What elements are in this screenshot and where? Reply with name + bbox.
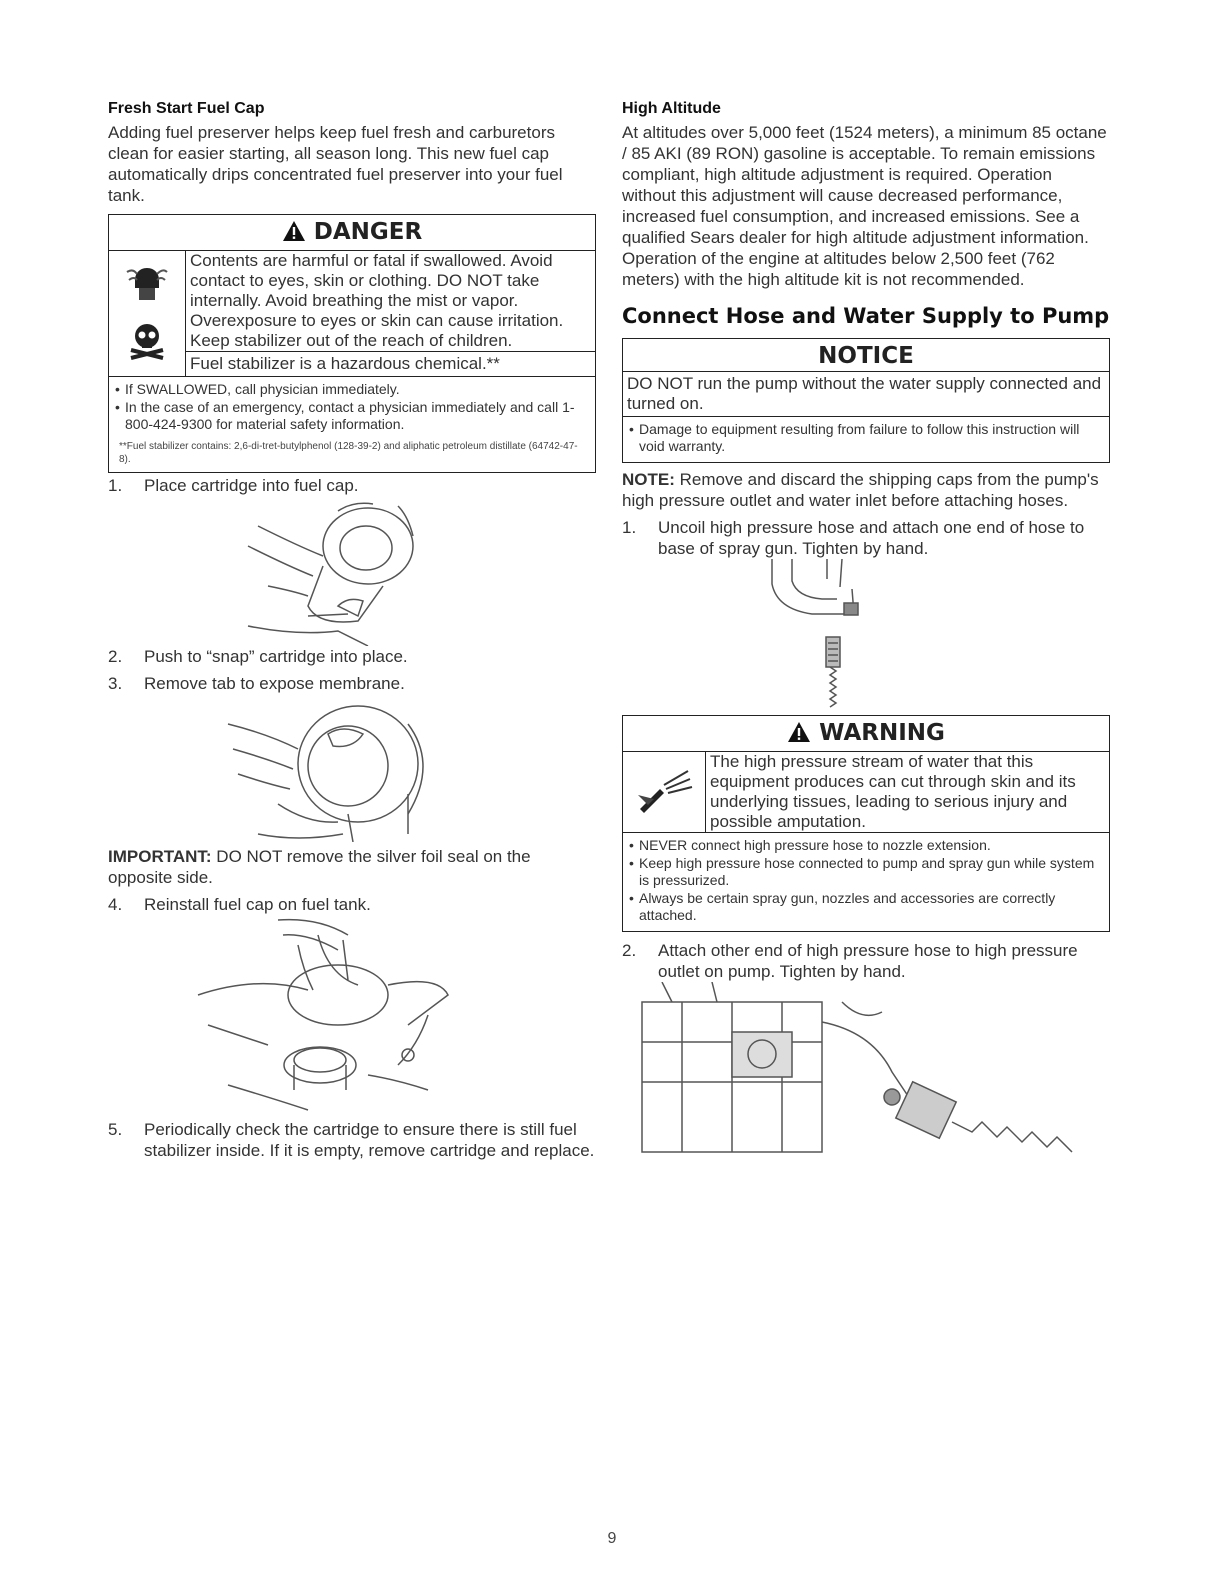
danger-footnote: **Fuel stabilizer contains: 2,6-di-tret-butylphenol (128-39-2) and aliphatic petroleum distillate (64742-47-8). [119, 441, 578, 465]
step-number: 2. [108, 647, 123, 666]
step-number: 1. [622, 518, 637, 537]
step-3-left [108, 673, 596, 694]
step-number: 3. [108, 674, 123, 693]
warning-box [622, 715, 1110, 932]
danger-title: DANGER [313, 219, 423, 245]
danger-header [109, 215, 595, 251]
injection-hazard-icon [634, 765, 694, 820]
danger-line: Contents are harmful or fatal if swallowed. Avoid [190, 251, 553, 270]
warning-text: The high pressure stream of water that this equipment produces can cut through skin and its underlying tissues, leading to serious injury and possible amputation. [710, 752, 1076, 831]
reinstall-cap-illustration [108, 915, 596, 1115]
danger-line: Overexposure to eyes or skin can cause irritation. [190, 311, 564, 330]
left-column [108, 100, 596, 1161]
connect-hose-heading: Connect Hose and Water Supply to Pump [622, 304, 1110, 328]
danger-hazard-row [109, 251, 595, 377]
step-text: Periodically check the cartridge to ensure there is still fuel stabilizer inside. If it is empty, remove cartridge and replace. [144, 1120, 595, 1160]
remove-tab-illustration [108, 694, 596, 842]
step-number: 4. [108, 895, 123, 914]
warning-bullet: • Always be certain spray gun, nozzles and accessories are correctly attached. [629, 890, 1103, 924]
danger-bullets [109, 377, 595, 440]
danger-box [108, 214, 596, 473]
step-1-right [622, 517, 1110, 559]
step-text: Attach other end of high pressure hose to high pressure outlet on pump. Tighten by hand. [658, 941, 1078, 981]
step-text: Place cartridge into fuel cap. [144, 476, 359, 495]
warning-header [623, 716, 1109, 752]
spray-gun-hose-illustration [622, 559, 1110, 711]
note-paragraph [622, 469, 1110, 511]
important-paragraph [108, 846, 596, 888]
step-5-left [108, 1119, 596, 1161]
danger-line: contact to eyes, skin or clothing. DO NOT take [190, 271, 540, 290]
step-4-left [108, 894, 596, 915]
warning-bullet: • NEVER connect high pressure hose to nozzle extension. [629, 837, 1103, 854]
danger-icons [109, 251, 186, 376]
high-altitude-heading: High Altitude [622, 100, 721, 117]
step-text: Reinstall fuel cap on fuel tank. [144, 895, 371, 914]
notice-bullets [623, 417, 1109, 462]
step-number: 5. [108, 1120, 123, 1139]
danger-line: internally. Avoid breathing the mist or vapor. [190, 291, 519, 310]
fresh-start-intro: Adding fuel preserver helps keep fuel fresh and carburetors clean for easier starting, all season long. This new fuel cap automatically drips concentrated fuel preserver into your fuel tank. [108, 123, 563, 205]
high-altitude-text: At altitudes over 5,000 feet (1524 meters), a minimum 85 octane / 85 AKI (89 RON) gasoline is acceptable. To remain emissions compliant, high altitude adjustment is required. Operation without this adjustment will cause decreased performance, increased fuel consumption, and increased emissions. See a qualified Sears dealer for high altitude adjustment information. Operation of the engine at altitudes below 2,500 feet (762 meters) with the high altitude kit is not recommended. [622, 123, 1107, 289]
warning-hazard-row [623, 752, 1109, 833]
important-text: DO NOT remove the silver foil seal on the opposite side. [108, 847, 531, 887]
step-1-left [108, 475, 596, 496]
pump-hose-illustration [622, 982, 1110, 1158]
notice-bullet: • Damage to equipment resulting from failure to follow this instruction will void warranty. [629, 421, 1103, 455]
warning-icons [623, 752, 706, 832]
notice-box [622, 338, 1110, 463]
warning-bullets [623, 833, 1109, 931]
inhalation-hazard-icon [125, 262, 169, 307]
note-label: NOTE: [622, 470, 675, 489]
right-column [622, 100, 1110, 1158]
notice-title: NOTICE [818, 343, 914, 369]
danger-bullet: • In the case of an emergency, contact a physician immediately and call 1-800-424-9300 for material safety information. [115, 399, 589, 433]
place-cartridge-illustration [108, 496, 596, 646]
poison-skull-icon [127, 320, 167, 365]
danger-last-line: Fuel stabilizer is a hazardous chemical.** [186, 351, 595, 376]
warning-triangle-icon [787, 721, 811, 749]
notice-header [623, 339, 1109, 372]
note-text: Remove and discard the shipping caps from the pump's high pressure outlet and water inlet before attaching hoses. [622, 470, 1099, 510]
danger-bullet: • If SWALLOWED, call physician immediately. [115, 381, 589, 398]
step-text: Push to “snap” cartridge into place. [144, 647, 408, 666]
fresh-start-heading: Fresh Start Fuel Cap [108, 100, 265, 117]
warning-title: WARNING [819, 720, 945, 746]
step-text: Uncoil high pressure hose and attach one end of hose to base of spray gun. Tighten by hand. [658, 518, 1085, 558]
danger-text [186, 251, 595, 376]
warning-triangle-icon [282, 220, 306, 248]
step-number: 2. [622, 941, 637, 960]
notice-text: DO NOT run the pump without the water supply connected and turned on. [623, 372, 1109, 417]
step-2-right [622, 940, 1110, 982]
page-number: 9 [607, 1530, 617, 1547]
important-label: IMPORTANT: [108, 847, 212, 866]
warning-bullet: • Keep high pressure hose connected to pump and spray gun while system is pressurized. [629, 855, 1103, 889]
step-2-left [108, 646, 596, 667]
danger-line: Keep stabilizer out of the reach of children. [190, 331, 513, 350]
step-text: Remove tab to expose membrane. [144, 674, 405, 693]
step-number: 1. [108, 476, 123, 495]
